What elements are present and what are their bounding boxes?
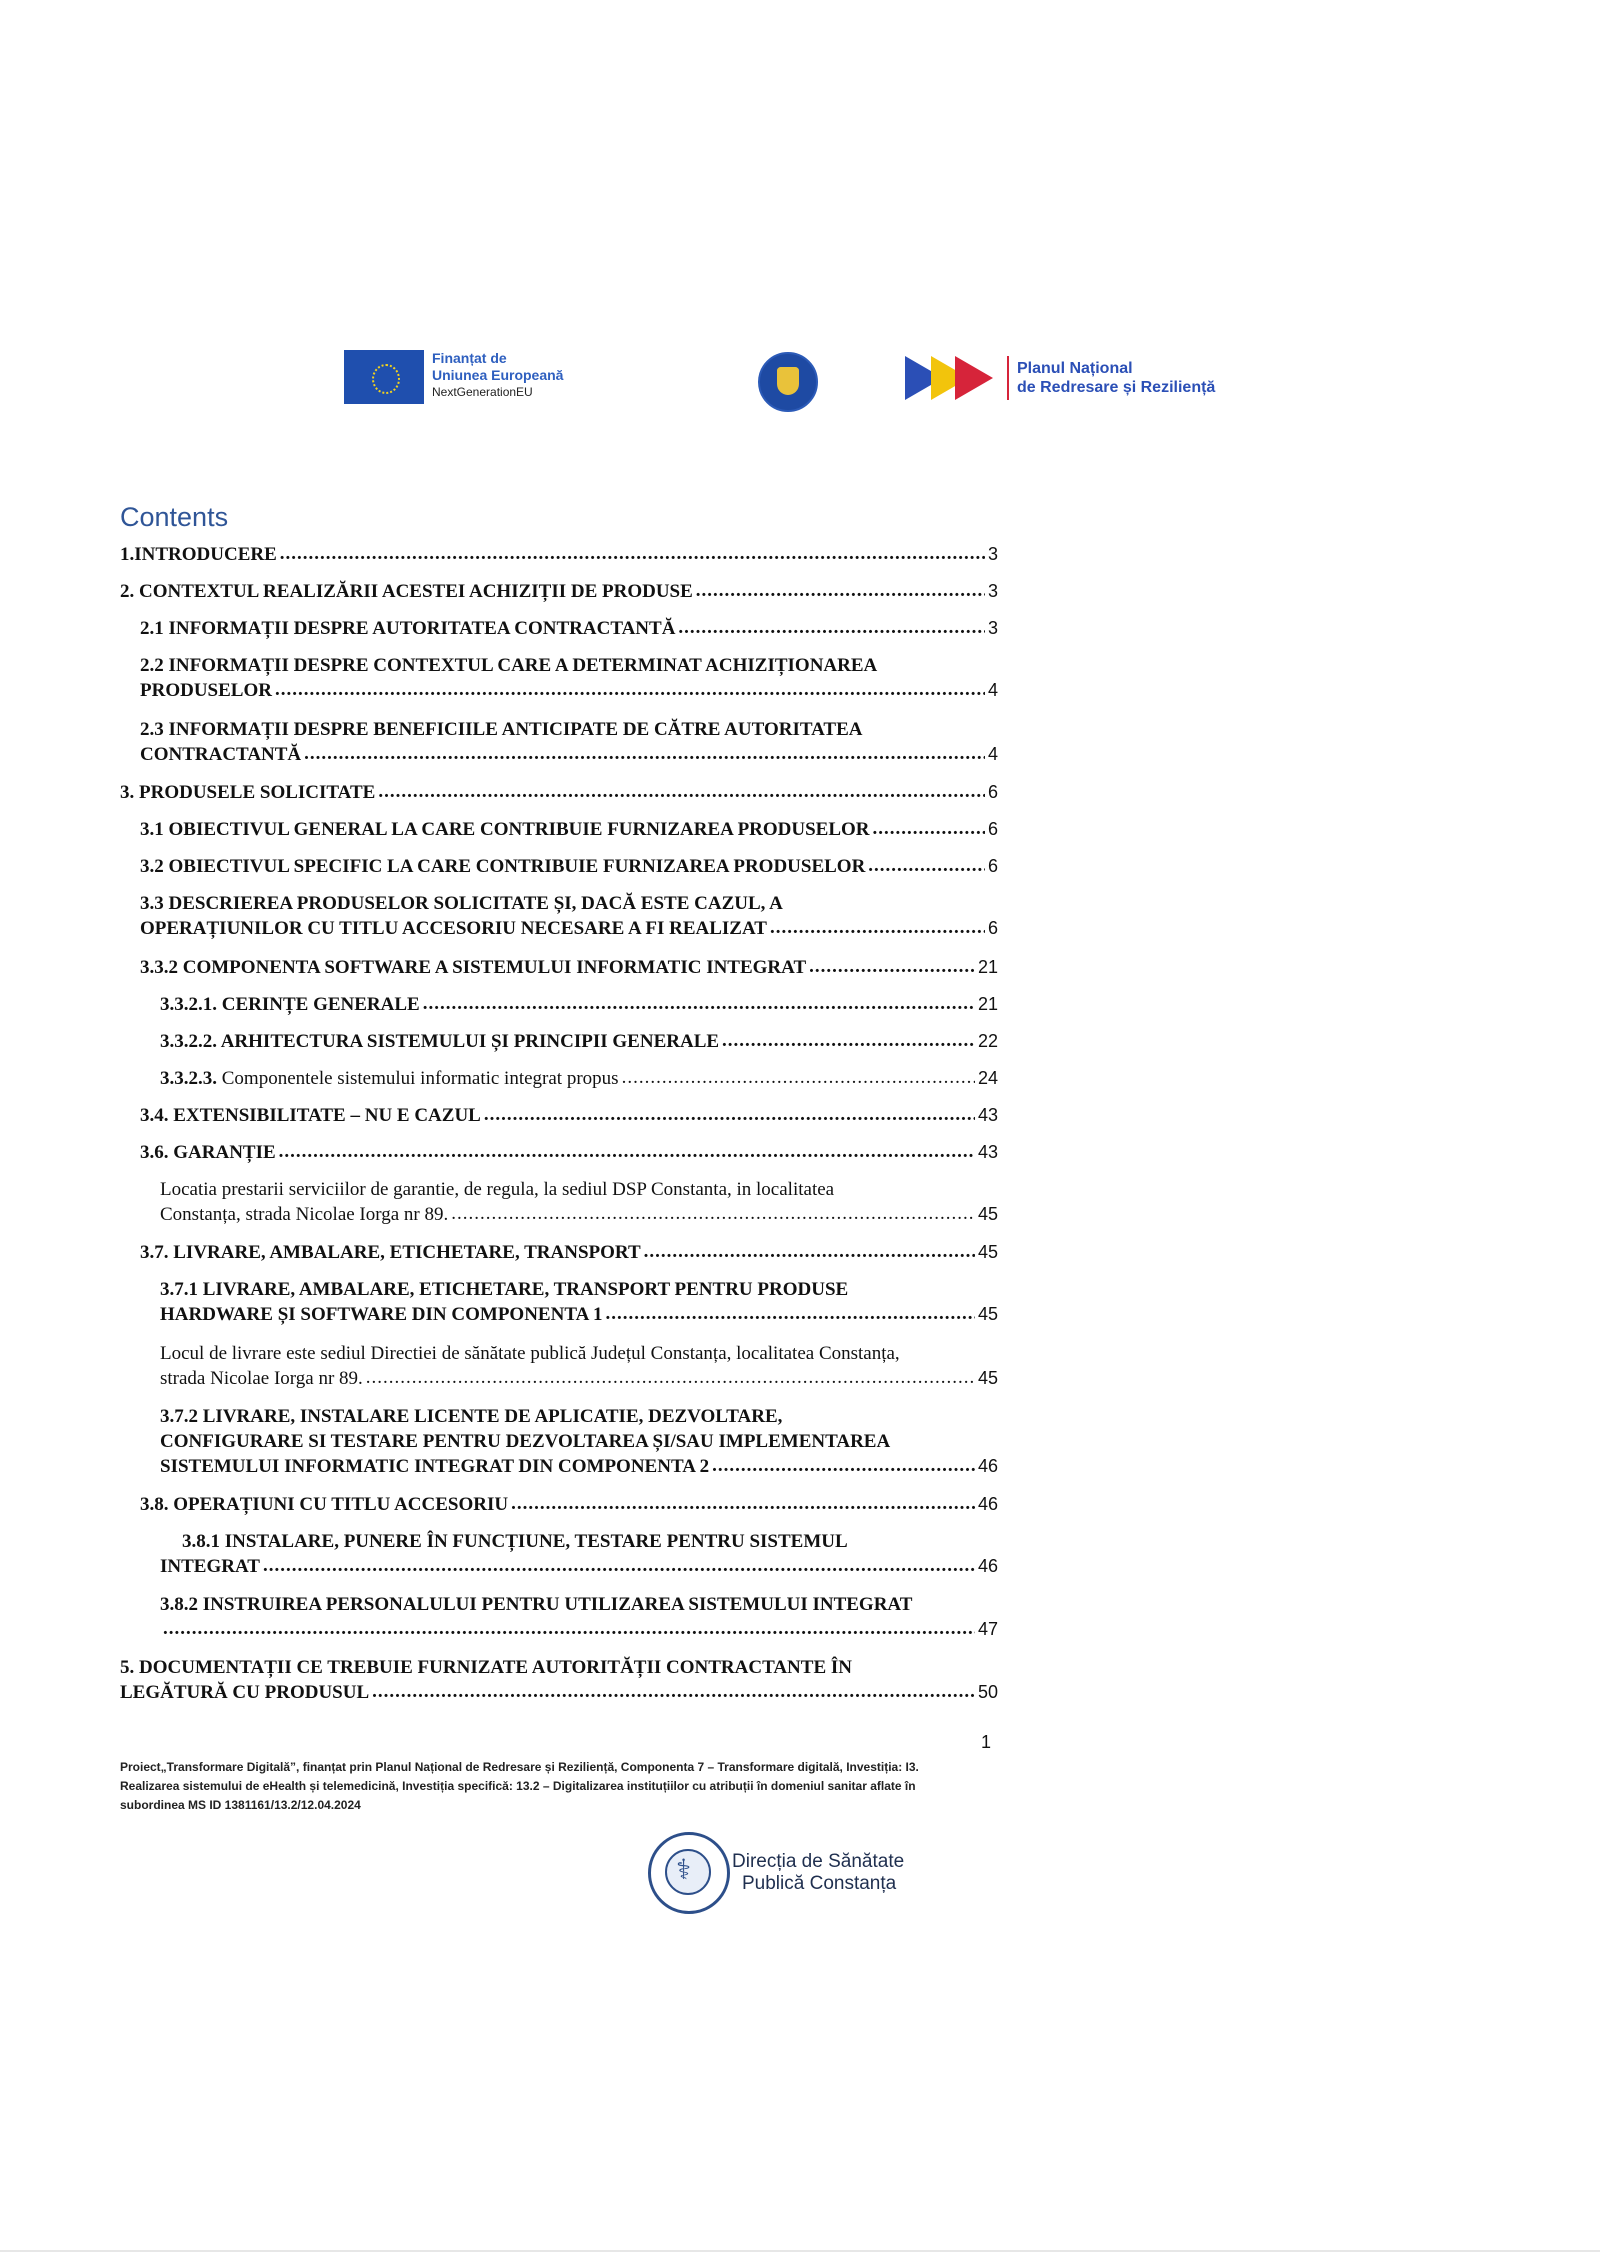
toc-entry-text: CONTRACTANTĂ xyxy=(140,744,302,765)
toc-page-number: 24 xyxy=(977,1068,998,1088)
eu-logo-line2: Uniunea Europeană xyxy=(432,367,564,383)
toc-entry-text: 3.1 OBIECTIVUL GENERAL LA CARE CONTRIBUIE FURNIZAREA PRODUSELOR xyxy=(140,819,870,840)
toc-page-number: 50 xyxy=(977,1682,998,1702)
toc-entry-text: Componentele sistemului informatic integrat propus xyxy=(217,1068,619,1089)
romanian-government-crest-icon xyxy=(758,352,818,412)
toc-entry[interactable] xyxy=(140,1492,998,1517)
eu-logo-line3: NextGenerationEU xyxy=(432,385,533,399)
toc-page-number: 43 xyxy=(977,1142,998,1162)
toc-entry-text: 3.3.2.2. ARHITECTURA SISTEMULUI ȘI PRINCIPII GENERALE xyxy=(160,1031,720,1052)
toc-entry[interactable] xyxy=(140,1103,998,1128)
toc-entry[interactable] xyxy=(160,1404,998,1479)
scan-edge-divider xyxy=(0,2250,1600,2252)
toc-entry-text: LEGĂTURĂ CU PRODUSUL xyxy=(120,1682,370,1703)
toc-entry[interactable] xyxy=(160,1341,998,1391)
toc-entry-text: 3.4. EXTENSIBILITATE – NU E CAZUL xyxy=(140,1105,481,1126)
toc-entry[interactable] xyxy=(160,992,998,1017)
toc-page-number: 22 xyxy=(977,1031,998,1051)
toc-page-number: 45 xyxy=(977,1242,998,1262)
toc-entry-text: 5. DOCUMENTAȚII CE TREBUIE FURNIZATE AUTORITĂȚII CONTRACTANTE ÎN xyxy=(120,1657,852,1678)
toc-page-number: 47 xyxy=(977,1619,998,1639)
toc-entry[interactable] xyxy=(160,1277,998,1327)
toc-entry-text: 1.INTRODUCERE xyxy=(120,544,277,565)
toc-entry[interactable] xyxy=(140,717,998,767)
logo-header xyxy=(340,340,1240,420)
toc-page-number: 3 xyxy=(987,544,998,564)
toc-entry[interactable] xyxy=(140,955,998,980)
toc-page-number: 46 xyxy=(977,1494,998,1514)
toc-entry[interactable] xyxy=(120,1655,998,1705)
toc-entry[interactable] xyxy=(140,653,998,703)
toc-entry[interactable] xyxy=(140,817,998,842)
toc-entry-text: Locul de livrare este sediul Directiei de sănătate publică Județul Constanța, localitatea Constanța, xyxy=(160,1343,900,1364)
pnrr-arrows-icon xyxy=(905,352,1005,404)
toc-page-number: 43 xyxy=(977,1105,998,1125)
toc-entry-text: 3.3.2 COMPONENTA SOFTWARE A SISTEMULUI INFORMATIC INTEGRAT xyxy=(140,957,807,978)
toc-entry-text: 3.7. LIVRARE, AMBALARE, ETICHETARE, TRANSPORT xyxy=(140,1242,641,1263)
project-footer-text: Proiect„Transformare Digitală”, finanțat prin Planul Național de Redresare și Reziliență, Componenta 7 – Transformare digitală, Investiția: I3. Realizarea sistemului de eHealth și telemedicină, Investiția specifică: 13.2 – Digitalizarea instituțiilor cu atribuții în domeniul sanitar aflate în subordinea MS ID 1381161/13.2/12.04.2024 xyxy=(120,1760,919,1812)
toc-entry[interactable] xyxy=(120,780,998,805)
eu-flag-icon xyxy=(344,350,424,404)
toc-page-number: 45 xyxy=(977,1204,998,1224)
pnrr-logo xyxy=(905,352,1215,404)
toc-page-number: 3 xyxy=(987,618,998,638)
toc-entry[interactable] xyxy=(140,1240,998,1265)
toc-entry-text: INTEGRAT xyxy=(160,1556,260,1577)
toc-entry[interactable] xyxy=(120,579,998,604)
toc-page-number: 46 xyxy=(977,1456,998,1476)
toc-page-number: 21 xyxy=(977,994,998,1014)
toc-entry-text: 3.7.2 LIVRARE, INSTALARE LICENTE DE APLICATIE, DEZVOLTARE, xyxy=(160,1406,783,1427)
eu-logo-line1: Finanțat de xyxy=(432,350,507,366)
dsp-logo-line1: Direcția de Sănătate xyxy=(732,1851,905,1872)
toc-page-number: 4 xyxy=(987,744,998,764)
toc-entry-text: 3.3 DESCRIEREA PRODUSELOR SOLICITATE ȘI, DACĂ ESTE CAZUL, A xyxy=(140,893,783,914)
toc-entry-text: Constanța, strada Nicolae Iorga nr 89. xyxy=(160,1204,449,1225)
toc-entry-number: 3.3.2.3. xyxy=(160,1068,217,1089)
toc-entry[interactable] xyxy=(140,891,998,941)
toc-page-number: 45 xyxy=(977,1304,998,1324)
pnrr-logo-line2: de Redresare și Reziliență xyxy=(1017,379,1216,396)
toc-entry-text: 2.1 INFORMAȚII DESPRE AUTORITATEA CONTRACTANTĂ xyxy=(140,618,676,639)
toc-entry[interactable] xyxy=(140,854,998,879)
toc-entry-text: PRODUSELOR xyxy=(140,680,272,701)
toc-entry-text: 3.7.1 LIVRARE, AMBALARE, ETICHETARE, TRANSPORT PENTRU PRODUSE xyxy=(160,1279,849,1300)
toc-entry-text: 3.8.1 INSTALARE, PUNERE ÎN FUNCȚIUNE, TESTARE PENTRU SISTEMUL xyxy=(182,1531,848,1552)
toc-entry-text: 3.2 OBIECTIVUL SPECIFIC LA CARE CONTRIBUIE FURNIZAREA PRODUSELOR xyxy=(140,856,866,877)
toc-entry[interactable] xyxy=(160,1066,998,1091)
toc-entry-text: 3.8.2 INSTRUIREA PERSONALULUI PENTRU UTILIZAREA SISTEMULUI INTEGRAT xyxy=(160,1594,913,1615)
toc-entry[interactable] xyxy=(160,1177,998,1227)
contents-title: Contents xyxy=(120,502,229,532)
toc-entry-text: 2.2 INFORMAȚII DESPRE CONTEXTUL CARE A DETERMINAT ACHIZIȚIONAREA xyxy=(140,655,878,676)
toc-entry[interactable] xyxy=(160,1029,998,1054)
toc-entry-text: Locatia prestarii serviciilor de garantie, de regula, la sediul DSP Constanta, in localitatea xyxy=(160,1179,835,1200)
toc-entry[interactable] xyxy=(160,1529,998,1579)
pnrr-logo-line1: Planul Național xyxy=(1017,360,1133,377)
toc-entry-text: 2.3 INFORMAȚII DESPRE BENEFICIILE ANTICIPATE DE CĂTRE AUTORITATEA xyxy=(140,719,863,740)
toc-entry-text: 3.3.2.1. CERINȚE GENERALE xyxy=(160,994,420,1015)
dsp-constanta-logo xyxy=(648,1832,904,1914)
toc-page-number: 45 xyxy=(977,1368,998,1388)
toc-entry-text: 3. PRODUSELE SOLICITATE xyxy=(120,782,376,803)
toc-entry-text: 3.6. GARANȚIE xyxy=(140,1142,276,1163)
eu-funding-logo xyxy=(344,350,563,404)
toc-entry-text: HARDWARE ȘI SOFTWARE DIN COMPONENTA 1 xyxy=(160,1304,603,1325)
toc-page-number: 3 xyxy=(987,581,998,601)
toc-entry-text: strada Nicolae Iorga nr 89. xyxy=(160,1368,363,1389)
toc-page-number: 6 xyxy=(987,819,998,839)
toc-entry-text: CONFIGURARE SI TESTARE PENTRU DEZVOLTAREA ȘI/SAU IMPLEMENTAREA xyxy=(160,1431,891,1452)
dsp-logo-line2: Publică Constanța xyxy=(742,1873,897,1894)
toc-page-number: 4 xyxy=(987,680,998,700)
toc-page-number: 6 xyxy=(987,782,998,802)
toc-entry[interactable] xyxy=(140,1140,998,1165)
toc-page-number: 6 xyxy=(987,856,998,876)
toc-page-number: 6 xyxy=(987,918,998,938)
toc-entry-text: OPERAȚIUNILOR CU TITLU ACCESORIU NECESARE A FI REALIZAT xyxy=(140,918,767,939)
toc-entry-text: 2. CONTEXTUL REALIZĂRII ACESTEI ACHIZIȚII DE PRODUSE xyxy=(120,581,693,602)
toc-entry-text: SISTEMULUI INFORMATIC INTEGRAT DIN COMPONENTA 2 xyxy=(160,1456,710,1477)
toc-entry[interactable] xyxy=(120,542,998,567)
toc-entry[interactable] xyxy=(140,616,998,641)
page-number: 1 xyxy=(981,1732,992,1752)
toc-page-number: 21 xyxy=(977,957,998,977)
toc-entry[interactable] xyxy=(160,1592,998,1642)
toc-page-number: 46 xyxy=(977,1556,998,1576)
dsp-seal-icon xyxy=(648,1832,730,1914)
toc-entry-text: 3.8. OPERAȚIUNI CU TITLU ACCESORIU xyxy=(140,1494,509,1515)
